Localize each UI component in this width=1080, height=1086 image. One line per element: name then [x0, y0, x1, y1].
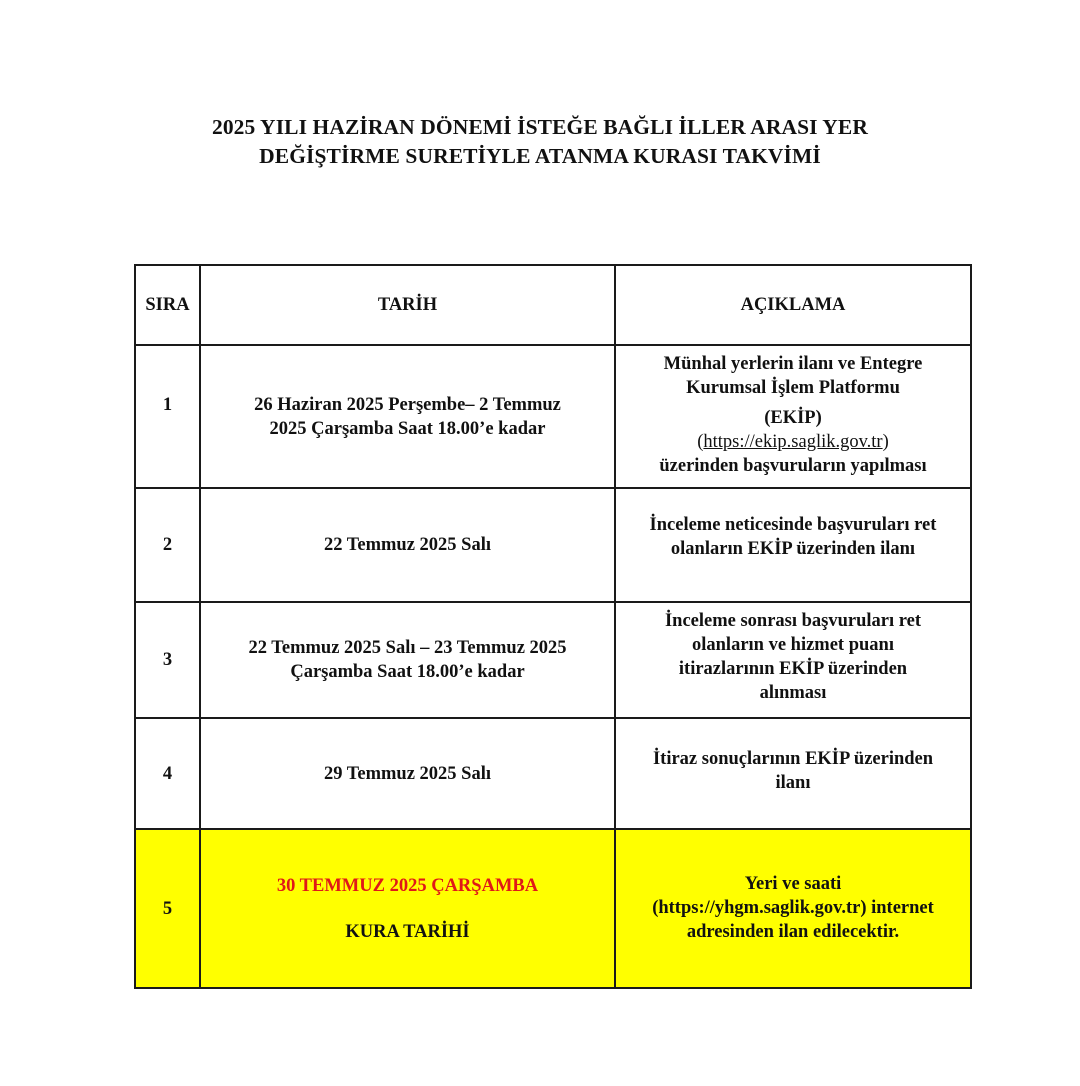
row-date [200, 345, 615, 488]
table-row [135, 488, 971, 602]
row-description [615, 602, 971, 718]
row-date [200, 829, 615, 988]
kura-label: KURA TARİHİ [345, 921, 470, 942]
date-line: 29 Temmuz 2025 Salı [323, 763, 492, 784]
table-row [135, 345, 971, 488]
row-number: 4 [135, 718, 200, 829]
description-line: Münhal yerlerin ilanı ve Entegre [663, 354, 923, 374]
ekip-label: (EKİP) [764, 408, 822, 428]
date-line: Çarşamba Saat 18.00’e kadar [290, 662, 525, 682]
description-line: itirazlarının EKİP üzerinden [678, 659, 908, 679]
document-title [0, 113, 1080, 171]
link-close-paren: ) [882, 432, 889, 452]
date-line: 22 Temmuz 2025 Salı – 23 Temmuz 2025 [248, 638, 567, 658]
title-line-2: DEĞİŞTİRME SURETİYLE ATANMA KURASI TAKVİMİ [259, 144, 821, 168]
row-description [615, 718, 971, 829]
date-line: 26 Haziran 2025 Perşembe– 2 Temmuz [254, 394, 561, 415]
description-line: Yeri ve saati [744, 874, 842, 894]
schedule-table [134, 264, 972, 989]
row-description [615, 345, 971, 488]
table-row-highlighted [135, 829, 971, 988]
description-line: İnceleme neticesinde başvuruları ret [649, 515, 937, 535]
row-date [200, 602, 615, 718]
row-date [200, 488, 615, 602]
row-number: 5 [135, 829, 200, 988]
table-header-row [135, 265, 971, 345]
row-number: 1 [135, 345, 200, 488]
title-line-1: 2025 YILI HAZİRAN DÖNEMİ İSTEĞE BAĞLI İLLER ARASI YER [211, 115, 868, 139]
table-row [135, 718, 971, 829]
description-line: adresinden ilan edilecektir. [686, 922, 900, 942]
header-tarih: TARİH [200, 265, 615, 345]
header-aciklama: AÇIKLAMA [615, 265, 971, 345]
date-line: 2025 Çarşamba Saat 18.00’e kadar [269, 418, 546, 439]
description-line: İnceleme sonrası başvuruları ret [664, 611, 922, 631]
description-line: olanların ve hizmet puanı [692, 635, 894, 655]
description-line: Kurumsal İşlem Platformu [686, 378, 900, 398]
date-line: 22 Temmuz 2025 Salı [323, 535, 492, 555]
row-description [615, 829, 971, 988]
description-line: ilanı [775, 773, 811, 793]
ekip-link[interactable]: https://ekip.saglik.gov.tr [703, 432, 883, 452]
description-line: üzerinden başvuruların yapılması [659, 456, 927, 476]
description-line: olanların EKİP üzerinden ilanı [670, 539, 916, 559]
description-line: alınması [759, 683, 827, 703]
header-sira: SIRA [135, 265, 200, 345]
link-open-paren: ( [697, 432, 704, 452]
ekip-link-line [624, 430, 962, 454]
row-date [200, 718, 615, 829]
table-row [135, 602, 971, 718]
description-line: (https://yhgm.saglik.gov.tr) internet [652, 898, 934, 918]
description-line: İtiraz sonuçlarının EKİP üzerinden [652, 749, 934, 769]
row-description [615, 488, 971, 602]
row-number: 3 [135, 602, 200, 718]
row-number: 2 [135, 488, 200, 602]
kura-date: 30 TEMMUZ 2025 ÇARŞAMBA [276, 875, 539, 896]
